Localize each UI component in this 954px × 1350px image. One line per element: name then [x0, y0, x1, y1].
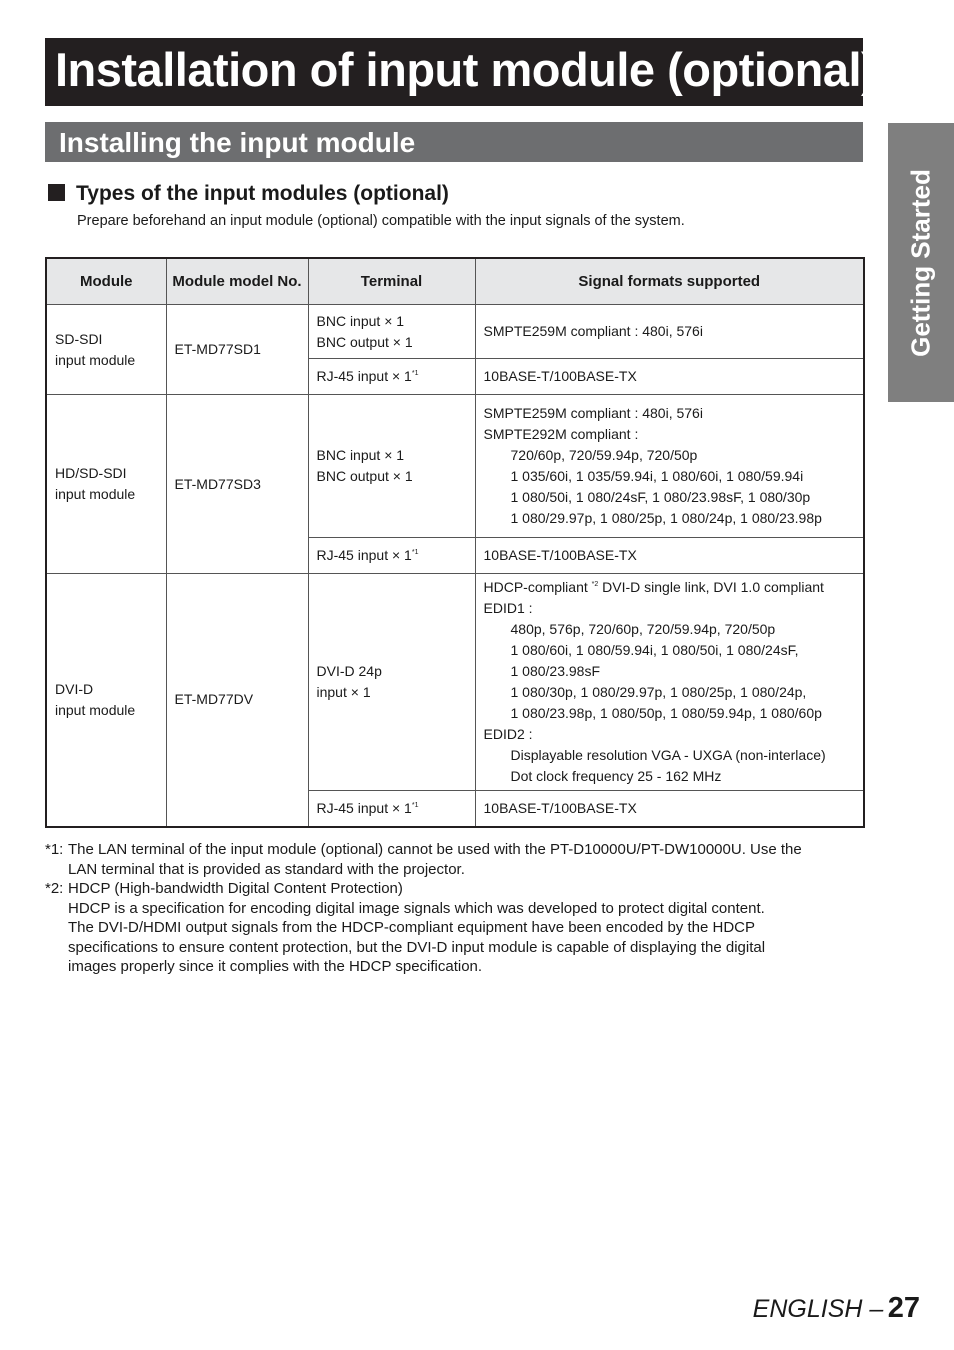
module-cell: DVI-D input module — [46, 574, 166, 827]
input-modules-table — [45, 257, 865, 828]
model-cell: ET-MD77SD1 — [166, 305, 308, 395]
header-model-no: Module model No. — [166, 258, 308, 305]
model-cell: ET-MD77DV — [166, 574, 308, 827]
footnote-ref: *2 — [591, 581, 599, 588]
side-tab-getting-started — [888, 123, 954, 402]
title-bar — [45, 38, 877, 106]
formats-cell: SMPTE259M compliant : 480i, 576i — [475, 305, 864, 359]
footnote-1: *1: The LAN terminal of the input module (optional) cannot be used with the PT-D10000U/PT-DW10000U. Use the LAN terminal that is provided as standard with the projector. — [45, 841, 802, 878]
section-title: Installing the input module — [59, 127, 416, 158]
module-cell: SD-SDI input module — [46, 305, 166, 395]
lan-terminal-cell: RJ-45 input × $1^{*1}$ — [308, 359, 475, 395]
terminal-cell: BNC input × 1 BNC output × 1 — [308, 305, 475, 359]
table-row — [46, 305, 864, 359]
subsection-heading — [48, 182, 449, 208]
lan-terminal-cell: RJ-45 input × $1^{*1}$ — [308, 791, 475, 827]
footer-language: ENGLISH – — [752, 1295, 884, 1323]
header-signal-formats: Signal formats supported — [475, 258, 864, 305]
footnote-ref: *1 — [411, 370, 419, 377]
section-bar — [45, 122, 863, 162]
header-module: Module — [46, 258, 166, 305]
formats-cell: SMPTE259M compliant : 480i, 576i SMPTE292M compliant : 720/60p, 720/59.94p, 720/50p 1 035/60i, 1 035/59.94i, 1 080/60i, 1 080/59.94i 1 080/50i, 1 080/24sF, 1 080/23.98sF, 1 080/30p 1 080/29.97p, 1 080/25p, 1 080/24p, 1 080/23.98p — [475, 395, 864, 538]
formats-cell: HDCP-compliant $^{*2}$ DVI-D single link, DVI 1.0 compliant EDID1 : 480p, 576p, 720/60p, 720/59.94p, 720/50p 1 080/60i, 1 080/59.94i, 1 080/50i, 1 080/24sF, 1 080/23.98sF 1 080/30p, 1 080/29.97p, 1 080/25p, 1 080/24p, 1 080/23.98p, 1 080/50p, 1 080/59.94p, 1 080/60p EDID2 : Displayable resolution VGA - UXGA (non-interlace) Dot clock frequency 25 - 162 MHz — [475, 574, 864, 791]
header-terminal: Terminal — [308, 258, 475, 305]
lan-format-cell: 10BASE-T/100BASE-TX — [475, 791, 864, 827]
table-row — [46, 395, 864, 538]
module-cell: HD/SD-SDI input module — [46, 395, 166, 574]
footnote-ref: *1 — [411, 549, 419, 556]
table-row — [46, 574, 864, 791]
footnote-2: *2: HDCP (High-bandwidth Digital Content Protection) HDCP is a specification for encoding digital image signals which was developed to protect digital content. The DVI-D/HDMI output signals from the HDCP-compliant equipment have been encoded by the HDCP specifications to ensure content protection, but the DVI-D input module is capable of displaying the digital images properly since it complies with the HDCP specification. — [45, 880, 766, 975]
table-header-row — [46, 258, 864, 305]
lan-terminal-cell: RJ-45 input × $1^{*1}$ — [308, 538, 475, 574]
lan-format-cell: 10BASE-T/100BASE-TX — [475, 538, 864, 574]
page-footer — [753, 1292, 920, 1325]
page-number: 27 — [887, 1292, 920, 1324]
square-bullet-icon — [48, 184, 65, 201]
terminal-cell: DVI-D 24p input × 1 — [308, 574, 475, 791]
intro-text: Prepare beforehand an input module (optional) compatible with the input signals of the system. — [77, 213, 685, 229]
subsection-title: Types of the input modules (optional) — [76, 182, 449, 205]
footnote-ref: *1 — [411, 801, 419, 809]
side-tab-label: Getting Started — [905, 168, 936, 357]
terminal-cell: BNC input × 1 BNC output × 1 — [308, 395, 475, 538]
page-title: Installation of input module (optional) — [55, 43, 877, 96]
footnotes — [45, 840, 865, 977]
lan-format-cell: 10BASE-T/100BASE-TX — [475, 359, 864, 395]
model-cell: ET-MD77SD3 — [166, 395, 308, 574]
